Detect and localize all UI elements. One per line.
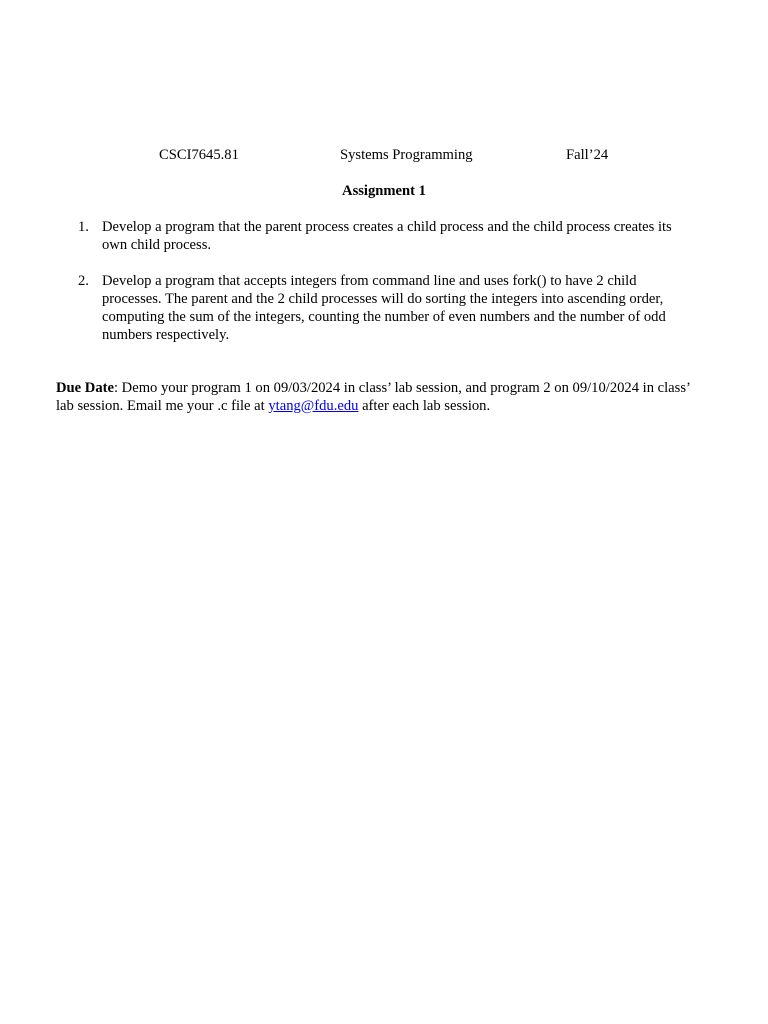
task-text: Develop a program that the parent process creates a child process and the child process creates its own child process. xyxy=(102,219,672,253)
list-item xyxy=(56,218,696,254)
task-text: Develop a program that accepts integers from command line and uses fork() to have 2 child processes. The parent and the 2 child processes will do sorting the integers into ascending order, computing the sum of the integers, counting the number of even numbers and the number of odd numbers respectively. xyxy=(102,273,666,343)
term: Fall’24 xyxy=(566,147,609,163)
due-date-text: : Demo your program 1 on 09/03/2024 in class’ lab session, and program 2 on 09/10/2024 in class’ lab session. Email me your .c file at xyxy=(56,380,690,414)
course-name: Systems Programming xyxy=(340,147,473,163)
due-date-text-end: after each lab session. xyxy=(358,398,491,414)
due-date-label: Due Date xyxy=(56,380,114,396)
task-number: 2. xyxy=(78,273,89,289)
course-header xyxy=(0,146,768,164)
course-code: CSCI7645.81 xyxy=(159,147,239,163)
task-number: 1. xyxy=(78,219,89,235)
email-link[interactable]: ytang@fdu.edu xyxy=(268,398,359,414)
list-item xyxy=(56,272,696,344)
due-date-paragraph xyxy=(56,379,696,415)
assignment-title: Assignment 1 xyxy=(342,183,426,199)
task-list xyxy=(56,218,696,362)
